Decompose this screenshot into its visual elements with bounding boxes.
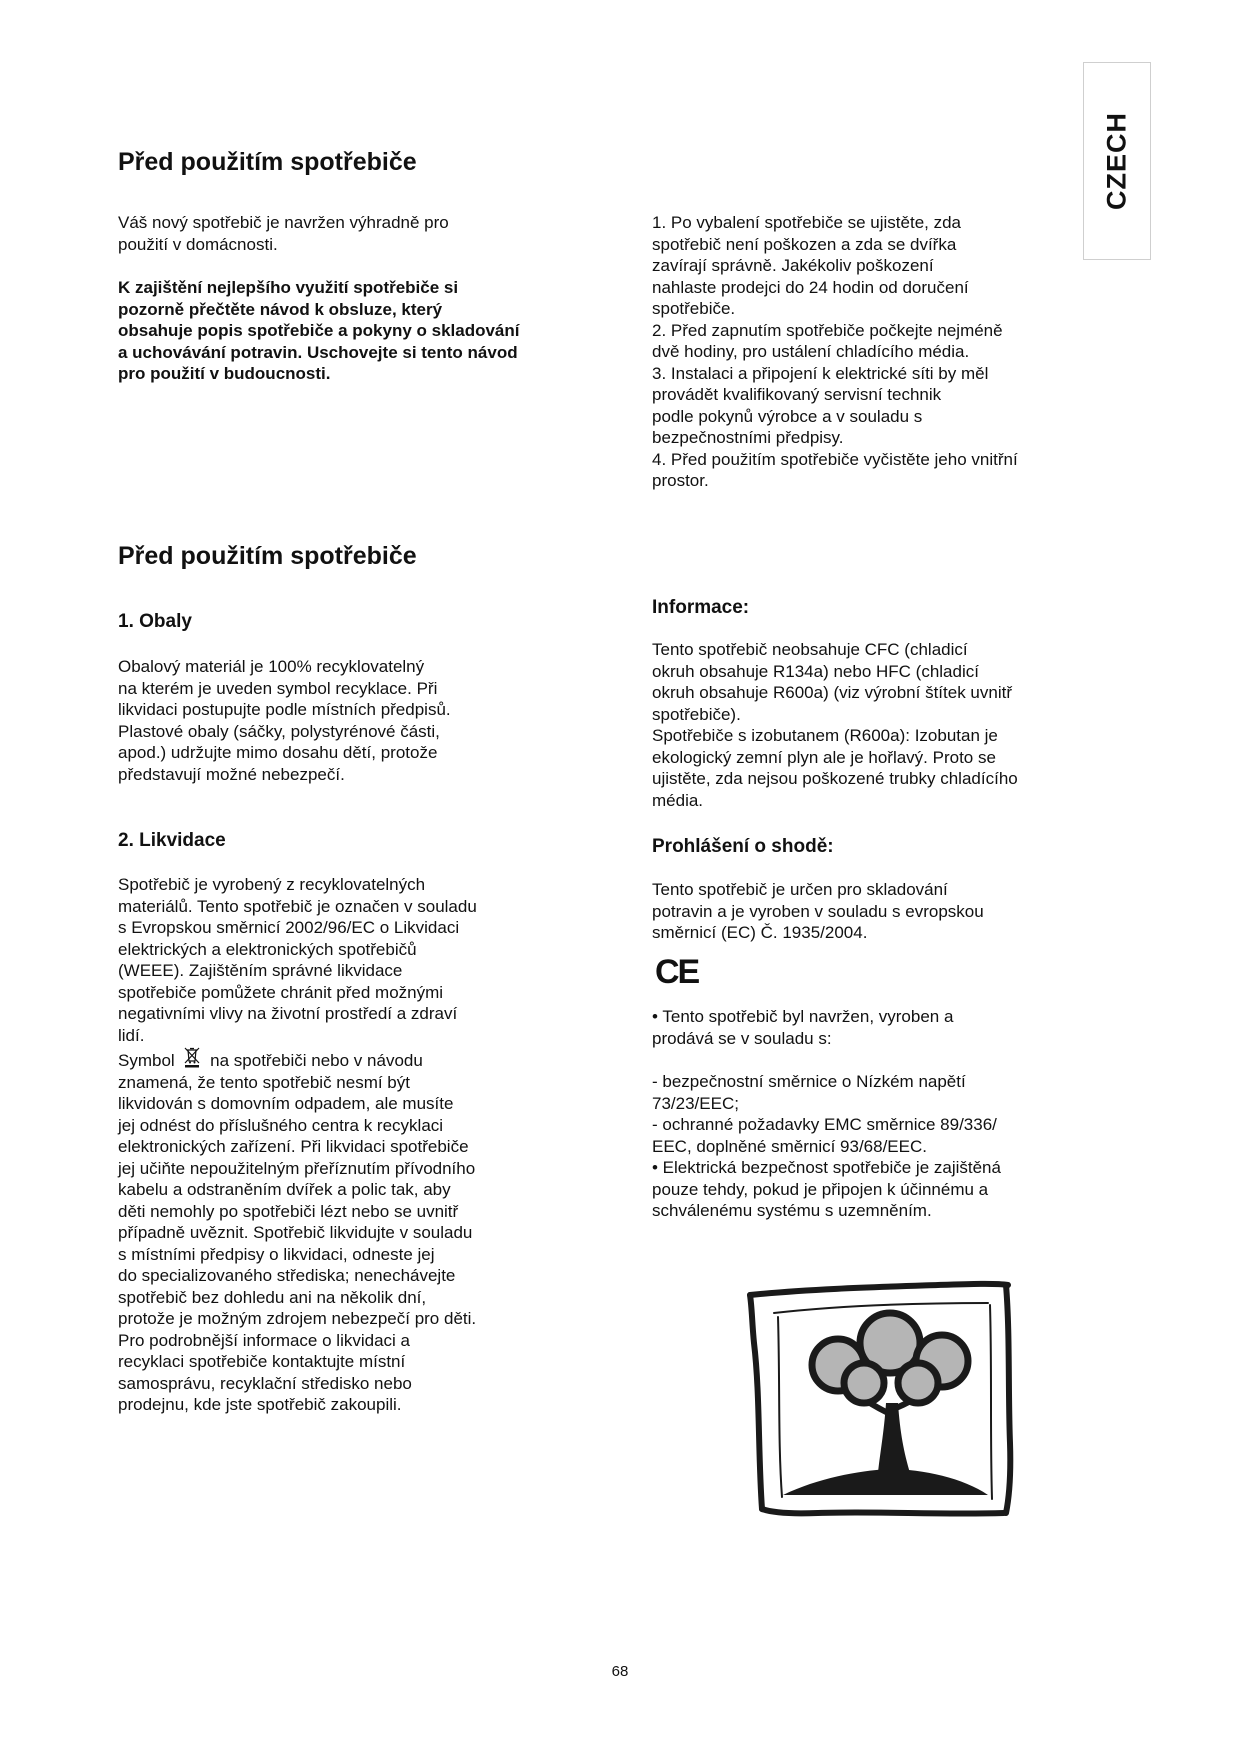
language-tab-label: CZECH bbox=[1101, 112, 1132, 210]
packaging-heading: 1. Obaly bbox=[118, 611, 192, 632]
text-line: likvidaci postupujte podle místních předpisů. bbox=[118, 700, 451, 719]
text-line: obsahuje popis spotřebiče a pokyny o skladování bbox=[118, 321, 520, 340]
language-tab bbox=[1083, 62, 1151, 260]
symbol-word: Symbol bbox=[118, 1051, 175, 1070]
text-line: představují možné nebezpečí. bbox=[118, 764, 345, 784]
text-line: elektronických zařízení. Při likvidaci spotřebiče bbox=[118, 1137, 469, 1156]
text-line: podle pokynů výrobce a v souladu s bbox=[652, 406, 923, 426]
text-line: recyklaci spotřebiče kontaktujte místní bbox=[118, 1352, 406, 1371]
text-line: spotřebiče pomůžete chránit před možnými bbox=[118, 982, 444, 1002]
text-line: protože je možným zdrojem nebezpečí pro děti. bbox=[118, 1309, 477, 1328]
text-line: EEC, doplněné směrnicí 93/68/EEC. bbox=[652, 1136, 927, 1156]
text-line: • Elektrická bezpečnost spotřebiče je zajištěná bbox=[652, 1158, 1001, 1177]
text-line: s Evropskou směrnicí 2002/96/EC o Likvidaci bbox=[118, 918, 460, 937]
text-line: média. bbox=[652, 790, 704, 810]
text-line: 4. Před použitím spotřebiče vyčistěte jeho vnitřní bbox=[652, 449, 1018, 469]
section1-steps bbox=[652, 212, 1018, 492]
text-line: - bezpečnostní směrnice o Nízkém napětí bbox=[652, 1072, 966, 1091]
text-line: prodejnu, kde jste spotřebič zakoupili. bbox=[118, 1395, 402, 1414]
section1-bold-notice bbox=[118, 277, 520, 385]
conformity-text-3 bbox=[652, 1071, 1001, 1222]
text-line: Váš nový spotřebič je navržen výhradně pro bbox=[118, 213, 449, 232]
weee-crossed-bin-icon bbox=[180, 1046, 204, 1068]
section2-title: Před použitím spotřebiče bbox=[118, 542, 417, 570]
text-line: s místními předpisy o likvidaci, odneste jej bbox=[118, 1244, 435, 1264]
text-line: okruh obsahuje R134a) nebo HFC (chladicí bbox=[652, 661, 979, 681]
text-line: použití v domácnosti. bbox=[118, 234, 278, 254]
text-line: znamená, že tento spotřebič nesmí být bbox=[118, 1072, 410, 1092]
text-line: samosprávu, recyklační středisko nebo bbox=[118, 1373, 412, 1393]
symbol-rest: na spotřebiči nebo v návodu bbox=[210, 1051, 423, 1070]
text-line: elektrických a elektronických spotřebičů bbox=[118, 939, 417, 959]
text-line: dvě hodiny, pro ustálení chladícího média. bbox=[652, 342, 970, 361]
text-line: okruh obsahuje R600a) (viz výrobní štítek uvnitř bbox=[652, 683, 1013, 702]
text-line: bezpečnostními předpisy. bbox=[652, 428, 844, 447]
text-line: ujistěte, zda nejsou poškozené trubky chladícího bbox=[652, 769, 1018, 788]
text-line: jej učiňte nepoužitelným přeříznutím přívodního bbox=[118, 1158, 476, 1178]
text-line: prodává se v souladu s: bbox=[652, 1028, 832, 1048]
text-line: (WEEE). Zajištěním správné likvidace bbox=[118, 961, 403, 980]
conformity-heading: Prohlášení o shodě: bbox=[652, 836, 834, 857]
text-line: provádět kvalifikovaný servisní technik bbox=[652, 385, 942, 404]
information-heading: Informace: bbox=[652, 597, 750, 618]
text-line: 73/23/EEC; bbox=[652, 1093, 739, 1113]
text-line: spotřebič bez dohledu ani na několik dní, bbox=[118, 1287, 427, 1307]
eco-tree-illustration bbox=[738, 1273, 1020, 1523]
text-line: jej odnést do příslušného centra k recyklaci bbox=[118, 1115, 444, 1135]
text-line: Tento spotřebič neobsahuje CFC (chladicí bbox=[652, 640, 968, 659]
packaging-text bbox=[118, 656, 451, 785]
text-line: směrnicí (EC) Č. 1935/2004. bbox=[652, 923, 868, 942]
text-line: Tento spotřebič je určen pro skladování bbox=[652, 880, 948, 899]
text-line: do specializovaného střediska; nenechávejte bbox=[118, 1266, 456, 1285]
text-line: Spotřebiče s izobutanem (R600a): Izobutan je bbox=[652, 726, 998, 745]
page-number: 68 bbox=[611, 1663, 629, 1680]
text-line: případně uvěznit. Spotřebič likvidujte v souladu bbox=[118, 1223, 473, 1242]
text-line: • Tento spotřebič byl navržen, vyroben a bbox=[652, 1007, 954, 1026]
text-line: 2. Před zapnutím spotřebiče počkejte nejméně bbox=[652, 320, 1003, 340]
text-line: materiálů. Tento spotřebič je označen v souladu bbox=[118, 896, 477, 916]
conformity-text bbox=[652, 879, 984, 944]
text-line: nahlaste prodejci do 24 hodin od doručení bbox=[652, 277, 969, 297]
text-line: děti nemohly po spotřebiči lézt nebo se uvnitř bbox=[118, 1201, 459, 1221]
text-line: Obalový materiál je 100% recyklovatelný bbox=[118, 657, 425, 676]
disposal-heading: 2. Likvidace bbox=[118, 830, 226, 851]
text-line: pozorně přečtěte návod k obsluze, který bbox=[118, 299, 443, 319]
text-line: na kterém je uveden symbol recyklace. Při bbox=[118, 678, 438, 698]
text-line: spotřebiče. bbox=[652, 299, 736, 318]
text-line: schválenému systému s uzemněním. bbox=[652, 1201, 932, 1220]
section1-title: Před použitím spotřebiče bbox=[118, 148, 417, 176]
text-line: lidí. bbox=[118, 1025, 145, 1045]
conformity-text-2 bbox=[652, 1006, 953, 1049]
text-line: - ochranné požadavky EMC směrnice 89/336/ bbox=[652, 1115, 997, 1134]
text-line: likvidován s domovním odpadem, ale musíte bbox=[118, 1094, 454, 1113]
section1-intro bbox=[118, 212, 449, 255]
text-line: negativními vlivy na životní prostředí a zdraví bbox=[118, 1004, 458, 1023]
text-line: zavírají správně. Jakékoliv poškození bbox=[652, 256, 934, 275]
text-line: pouze tehdy, pokud je připojen k účinnému a bbox=[652, 1179, 989, 1199]
text-line: 1. Po vybalení spotřebiče se ujistěte, zda bbox=[652, 213, 962, 232]
text-line: prostor. bbox=[652, 471, 709, 490]
text-line: potravin a je vyroben v souladu s evropskou bbox=[652, 901, 984, 921]
text-line: Plastové obaly (sáčky, polystyrénové části, bbox=[118, 721, 440, 741]
symbol-line bbox=[118, 1046, 477, 1072]
information-text bbox=[652, 639, 1018, 811]
disposal-text bbox=[118, 874, 477, 1416]
text-line: K zajištění nejlepšího využití spotřebiče si bbox=[118, 278, 459, 297]
text-line: pro použití v budoucnosti. bbox=[118, 364, 331, 383]
text-line: ekologický zemní plyn ale je hořlavý. Proto se bbox=[652, 747, 996, 767]
text-line: 3. Instalaci a připojení k elektrické síti by měl bbox=[652, 363, 989, 383]
text-line: Pro podrobnější informace o likvidaci a bbox=[118, 1330, 410, 1350]
text-line: kabelu a odstraněním dvířek a polic tak, aby bbox=[118, 1180, 451, 1199]
ce-mark: CE bbox=[655, 953, 699, 991]
text-line: a uchovávání potravin. Uschovejte si tento návod bbox=[118, 342, 518, 362]
text-line: spotřebič není poškozen a zda se dvířka bbox=[652, 234, 957, 254]
text-line: Spotřebič je vyrobený z recyklovatelných bbox=[118, 875, 426, 894]
text-line: spotřebiče). bbox=[652, 704, 741, 724]
text-line: apod.) udržujte mimo dosahu dětí, protože bbox=[118, 743, 438, 762]
